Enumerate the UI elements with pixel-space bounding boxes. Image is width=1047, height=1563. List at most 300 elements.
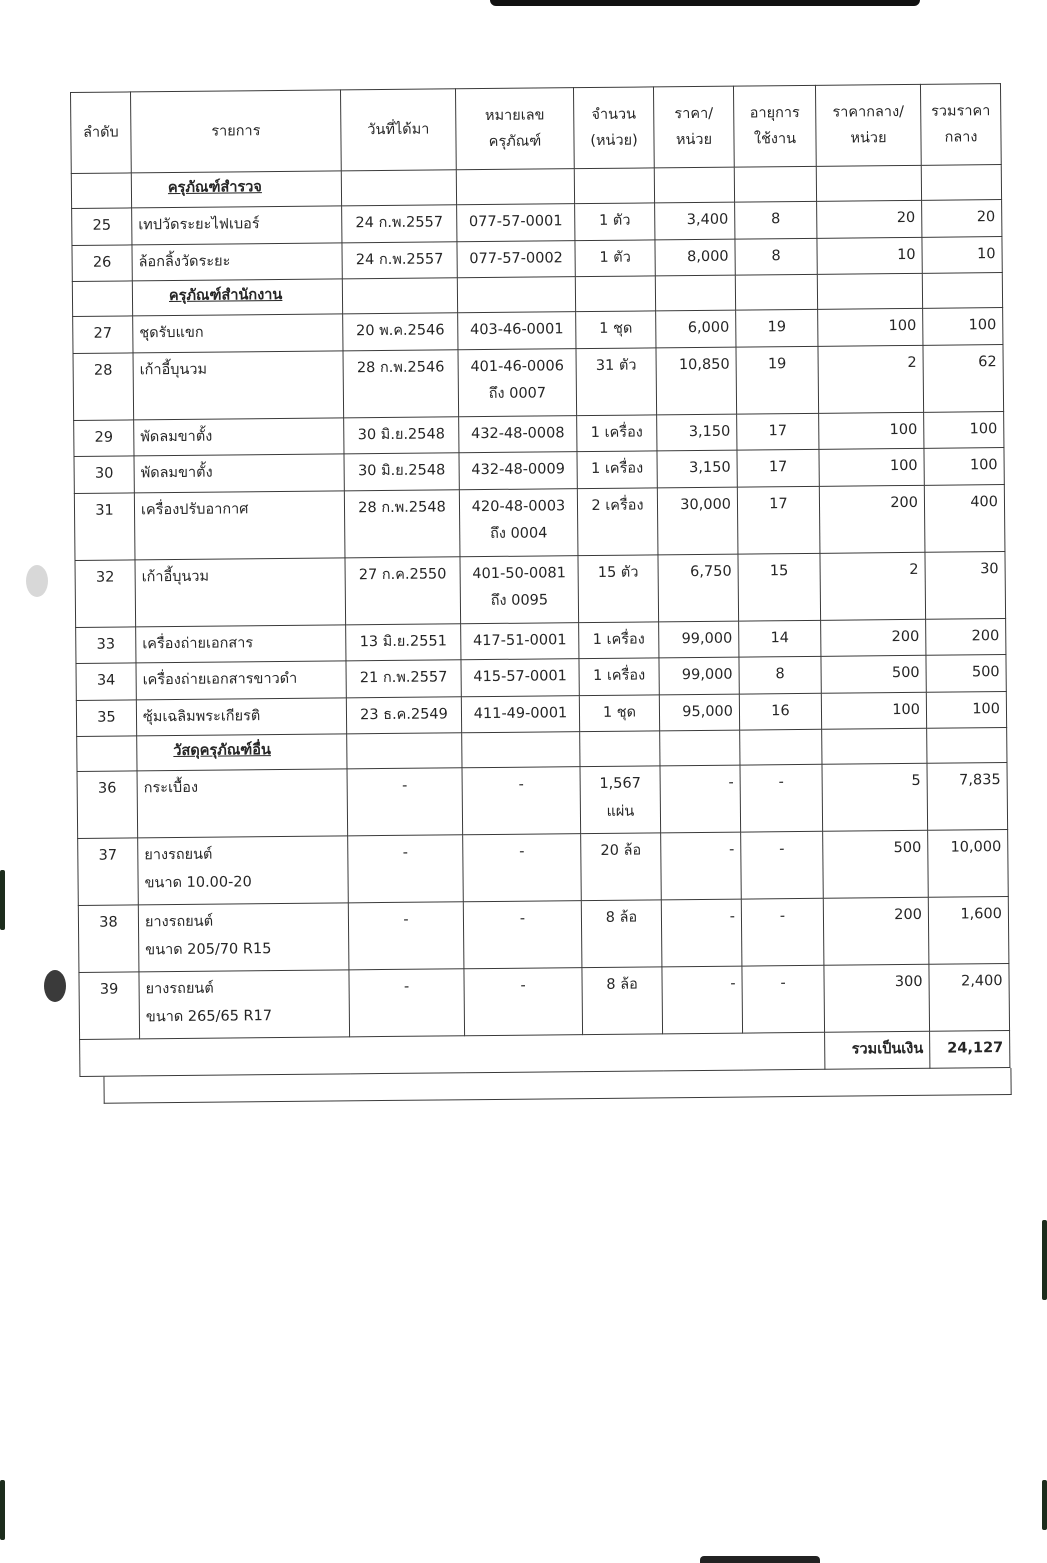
table-row <box>78 830 1009 906</box>
table-body <box>71 165 1009 1040</box>
cell-mid-price-text: 200 <box>894 907 923 924</box>
cell-no <box>76 627 136 664</box>
cell-price <box>656 310 736 347</box>
cell-code <box>458 312 576 350</box>
cell-life <box>738 553 821 621</box>
cell-item-continuation: ขนาด 205/70 R15 <box>145 941 272 959</box>
cell-mid-price <box>819 412 924 450</box>
cell-date <box>345 557 461 625</box>
cell-code-text: 432-48-0009 <box>471 461 565 479</box>
cell-life <box>735 238 817 275</box>
cell-mid-price <box>817 200 922 238</box>
cell-price-text: 3,150 <box>688 423 731 440</box>
cell-item-text: ล้อกลิ้งวัดระยะ <box>138 253 231 270</box>
cell-mid-price-text: 20 <box>896 209 916 227</box>
cell-mid-price-text: 5 <box>911 773 921 790</box>
header-total: รวมราคา กลาง <box>920 84 1001 166</box>
cell-qty-text: 31 ตัว <box>595 357 637 374</box>
cell-no <box>75 560 136 628</box>
cell-code-text: 415-57-0001 <box>473 668 567 686</box>
cell-life-text: 8 <box>775 666 785 683</box>
cell-life-text: - <box>779 841 785 858</box>
cell-qty <box>576 348 657 416</box>
scan-shadow-bottom <box>700 1556 820 1563</box>
cell-code-continuation: ถึง 0095 <box>490 592 549 610</box>
cell-code <box>463 834 582 902</box>
cell-total <box>926 655 1006 692</box>
cell-no-text: 34 <box>96 672 116 690</box>
cell-code-text: 411-49-0001 <box>473 705 568 722</box>
cell-mid-price <box>824 965 930 1033</box>
header-date: วันที่ได้มา <box>340 89 456 171</box>
cell-date-text: 30 มิ.ย.2548 <box>357 426 445 443</box>
empty-cell <box>575 276 655 312</box>
punch-hole <box>44 970 66 1002</box>
cell-mid-price-text: 500 <box>893 840 922 857</box>
cell-mid-price-text: 100 <box>888 317 917 335</box>
cell-life <box>739 693 821 730</box>
header-qty: จำนวน (หน่วย) <box>573 87 654 169</box>
cell-mid-price-text: 2 <box>907 354 917 371</box>
cell-item-text: ยางรถยนต์ <box>144 914 214 931</box>
cell-mid-price-text: 100 <box>889 421 918 438</box>
cell-no <box>74 493 135 561</box>
cell-qty-text: 2 เครื่อง <box>591 497 644 514</box>
cell-date <box>342 205 457 243</box>
cell-total-text: 100 <box>969 420 998 438</box>
cell-item <box>135 558 346 627</box>
cell-item-text: เก้าอี้บุนวม <box>139 361 208 378</box>
cell-total <box>924 448 1004 485</box>
cell-code-text: 401-46-0006 <box>470 357 564 375</box>
cell-total <box>926 618 1006 655</box>
cell-item-text: เทปวัดระยะไฟเบอร์ <box>138 216 260 234</box>
cell-item <box>133 351 344 420</box>
cell-price-text: 99,000 <box>681 630 733 647</box>
cell-qty-text: 1 ตัว <box>598 212 631 229</box>
section-title: ครุภัณฑ์สำรวจ <box>131 171 341 208</box>
cell-total <box>923 308 1003 345</box>
cell-total <box>929 964 1010 1032</box>
cell-date-text: 23 ธ.ค.2549 <box>360 706 448 724</box>
cell-qty <box>579 695 659 732</box>
cell-total-text: 62 <box>978 353 997 370</box>
cell-qty <box>577 451 657 488</box>
cell-date-text: 28 ก.พ.2548 <box>358 499 446 516</box>
table-row <box>75 551 1006 627</box>
asset-table-sheet <box>70 83 1014 1062</box>
scan-edge-left <box>0 870 5 930</box>
cell-item-continuation: ขนาด 265/65 R17 <box>145 1008 273 1026</box>
cell-code <box>460 555 579 623</box>
cell-mid-price <box>819 449 924 487</box>
cell-life-text: 8 <box>771 211 781 228</box>
empty-cell <box>921 165 1001 201</box>
cell-code-text: 417-51-0001 <box>472 631 567 649</box>
cell-code-text: - <box>519 911 526 928</box>
cell-code <box>457 240 575 278</box>
cell-total-text: 400 <box>970 493 999 511</box>
cell-date-text: 20 พ.ค.2546 <box>356 322 445 340</box>
cell-price-text: 3,400 <box>686 211 729 229</box>
cell-qty-continuation: แผ่น <box>606 803 635 820</box>
cell-total <box>925 551 1006 619</box>
cell-item <box>136 698 346 737</box>
cell-price <box>657 414 737 451</box>
scan-edge-left <box>0 1480 5 1540</box>
scan-shadow-top <box>490 0 920 6</box>
cell-code-text: - <box>518 777 524 794</box>
scan-edge-right <box>1042 1480 1047 1530</box>
summary-label: รวมเป็นเงิน <box>825 1032 930 1070</box>
section-title: วัสดุครุภัณฑ์อื่น <box>137 734 347 771</box>
cell-date <box>349 969 465 1037</box>
cell-item-text: เครื่องถ่ายเอกสาร <box>142 635 254 653</box>
cell-no-text: 37 <box>98 847 118 865</box>
cell-life-text: 17 <box>769 495 788 513</box>
cell-date <box>346 697 461 735</box>
cell-item <box>138 836 349 905</box>
cell-life-text: 8 <box>771 247 781 264</box>
table-row <box>77 763 1008 839</box>
cell-no-text: 32 <box>95 569 115 586</box>
cell-total-text: 1,600 <box>960 906 1003 923</box>
cell-qty <box>579 658 659 695</box>
cell-life <box>741 832 824 900</box>
cell-no-text: 29 <box>94 429 114 446</box>
cell-price-text: 10,850 <box>678 356 730 373</box>
empty-cell <box>927 728 1007 764</box>
cell-code <box>463 901 582 969</box>
cell-price-text: 6,000 <box>687 319 730 337</box>
cell-mid-price-text: 10 <box>897 246 916 263</box>
cell-life-text: 17 <box>768 422 788 439</box>
cell-code <box>459 452 577 490</box>
cell-qty <box>577 415 657 452</box>
cell-price-text: - <box>728 842 735 859</box>
cell-code <box>461 622 579 660</box>
cell-item <box>134 454 344 493</box>
cell-life-text: 19 <box>767 355 787 372</box>
cell-item-text: ซุ้มเฉลิมพระเกียรติ <box>142 708 261 726</box>
cell-date-text: 27 ก.ค.2550 <box>358 566 447 583</box>
cell-life-text: 17 <box>768 459 788 476</box>
header-item: รายการ <box>131 90 342 173</box>
cell-no-text: 36 <box>97 780 117 798</box>
cell-no-text: 25 <box>92 217 112 234</box>
cell-item-text: ยางรถยนต์ <box>145 981 214 998</box>
cell-mid-price-text: 200 <box>891 628 920 645</box>
cell-qty <box>580 766 661 834</box>
empty-cell <box>77 736 137 772</box>
table-row <box>79 964 1010 1040</box>
cell-mid-price <box>823 898 929 966</box>
cell-no <box>74 456 134 493</box>
cell-qty-text: 1 เครื่อง <box>591 460 644 478</box>
cell-date <box>344 490 460 558</box>
cell-date <box>344 416 459 454</box>
empty-cell <box>71 173 131 209</box>
cell-code-text: 420-48-0003 <box>471 497 566 515</box>
empty-cell <box>462 732 580 768</box>
cell-mid-price-text: 100 <box>889 458 918 475</box>
cell-total-text: 2,400 <box>960 973 1003 990</box>
cell-mid-price <box>821 619 926 657</box>
cell-item <box>134 491 345 560</box>
cell-no-text: 26 <box>92 254 112 271</box>
cell-life <box>736 346 819 414</box>
empty-cell <box>740 730 822 766</box>
cell-no <box>72 208 132 245</box>
cell-code-text: 077-57-0001 <box>468 213 563 231</box>
header-row <box>71 84 1002 174</box>
cell-date-text: 13 มิ.ย.2551 <box>359 633 447 650</box>
empty-cell <box>341 170 456 206</box>
header-mid-price: ราคากลาง/ หน่วย <box>815 84 921 166</box>
cell-date-text: 30 มิ.ย.2548 <box>357 462 446 480</box>
cell-date-text: - <box>403 912 409 929</box>
cell-code-continuation: ถึง 0004 <box>490 525 548 543</box>
cell-item-text: พัดลมขาตั้ง <box>140 464 213 482</box>
cell-life <box>737 450 819 487</box>
cell-price <box>658 554 739 622</box>
cell-qty-text: 1 เครื่อง <box>590 424 643 441</box>
cell-item-text: เครื่องปรับอากาศ <box>140 501 249 519</box>
empty-cell <box>922 273 1002 309</box>
cell-item-text: ยางรถยนต์ <box>144 847 213 864</box>
empty-cell <box>822 729 927 765</box>
cell-qty-text: 1 เครื่อง <box>592 631 645 648</box>
cell-item-text: ชุดรับแขก <box>139 324 204 342</box>
cell-no <box>76 700 136 737</box>
cell-date <box>347 768 463 836</box>
header-code: หมายเลข ครุภัณฑ์ <box>455 88 574 170</box>
table-row <box>74 484 1005 560</box>
cell-date <box>342 241 457 279</box>
cell-price-text: 95,000 <box>682 703 734 720</box>
cell-mid-price <box>818 308 923 346</box>
cell-date-text: 24 ก.พ.2557 <box>355 250 444 268</box>
cell-price <box>655 239 735 276</box>
empty-cell <box>660 730 740 766</box>
cell-life-text: 19 <box>767 319 787 336</box>
cell-no-text: 27 <box>93 325 113 342</box>
cell-item <box>134 418 344 457</box>
cell-no-text: 33 <box>96 636 116 653</box>
cell-life-text: - <box>780 975 786 992</box>
cell-date-text: 28 ก.พ.2546 <box>356 359 445 376</box>
empty-cell <box>735 274 817 310</box>
cell-price-text: - <box>729 909 736 926</box>
cell-life-text: 16 <box>771 702 790 720</box>
cell-no <box>73 316 133 353</box>
cell-total-text: 100 <box>969 457 998 474</box>
cell-mid-price <box>821 692 926 730</box>
cell-no <box>73 353 134 421</box>
cell-code <box>462 767 581 835</box>
cell-price <box>659 621 739 658</box>
cell-price <box>657 450 737 487</box>
empty-cell <box>816 165 921 201</box>
cell-life <box>736 309 818 346</box>
cell-mid-price <box>818 345 924 413</box>
section-title: ครุภัณฑ์สำนักงาน <box>132 279 342 316</box>
cell-date-text: - <box>402 845 409 862</box>
cell-mid-price-text: 100 <box>892 701 921 718</box>
cell-price <box>662 966 743 1034</box>
cell-life <box>740 765 823 833</box>
cell-code <box>461 695 579 733</box>
cell-date <box>348 902 464 970</box>
cell-qty-text: 1 ชุด <box>599 320 633 338</box>
cell-price <box>661 832 742 900</box>
cell-code-text: 403-46-0001 <box>469 321 564 339</box>
cell-price <box>655 202 735 239</box>
cell-item-text: กระเบื้อง <box>143 780 199 797</box>
cell-price-text: 8,000 <box>687 248 729 265</box>
cell-item <box>139 970 350 1039</box>
empty-cell <box>457 277 575 313</box>
cell-life <box>737 486 820 554</box>
cell-mid-price-text: 300 <box>894 974 923 991</box>
cell-no <box>79 972 140 1040</box>
cell-item-continuation: ขนาด 10.00-20 <box>144 874 252 892</box>
cell-code <box>458 348 577 416</box>
punch-hole <box>26 565 48 597</box>
cell-code-text: 401-50-0081 <box>472 564 566 582</box>
cell-price <box>657 487 738 555</box>
asset-table <box>70 83 1010 1077</box>
cell-total-text: 7,835 <box>959 772 1001 789</box>
cell-code <box>459 488 578 556</box>
cell-qty-text: 20 ล้อ <box>600 842 642 860</box>
cell-price <box>659 657 739 694</box>
cell-price <box>661 899 742 967</box>
cell-life <box>739 620 821 657</box>
cell-mid-price <box>822 764 928 832</box>
cell-qty <box>575 239 655 276</box>
cell-life-text: 14 <box>770 629 790 647</box>
cell-total <box>923 344 1004 412</box>
cell-qty-text: 1 เครื่อง <box>593 667 646 685</box>
cell-code <box>464 968 583 1036</box>
cell-date-text: 21 ก.พ.2557 <box>359 669 448 687</box>
cell-item-text: เก้าอี้บุนวม <box>141 568 210 586</box>
cell-no <box>72 244 132 281</box>
empty-cell <box>342 278 457 314</box>
cell-no <box>74 420 134 457</box>
cell-date <box>346 624 461 662</box>
header-price: ราคา/ หน่วย <box>653 86 734 168</box>
cell-no-text: 38 <box>99 914 118 932</box>
empty-cell <box>72 281 132 317</box>
cell-code-text: 077-57-0002 <box>469 249 563 267</box>
cell-qty-text: 1 ตัว <box>599 249 631 266</box>
empty-cell <box>574 168 654 204</box>
cell-total <box>926 691 1006 728</box>
cell-qty <box>581 900 662 968</box>
cell-price-text: 6,750 <box>690 563 732 580</box>
cell-date <box>346 660 461 698</box>
cell-qty <box>579 622 659 659</box>
cell-mid-price <box>817 237 922 275</box>
cell-price-text: 30,000 <box>680 496 732 513</box>
table-row <box>78 897 1009 973</box>
cell-price-text: 3,150 <box>689 459 731 477</box>
cell-code <box>459 415 577 453</box>
cell-mid-price <box>819 485 925 553</box>
cell-no-text: 35 <box>97 709 116 726</box>
header-life: อายุการ ใช้งาน <box>733 85 816 167</box>
cell-total-text: 100 <box>968 317 997 334</box>
cell-date-text: - <box>403 979 410 996</box>
cell-total <box>927 763 1008 831</box>
cell-total-text: 10 <box>977 245 996 262</box>
table-row <box>73 344 1004 420</box>
cell-qty-text: 1 ชุด <box>602 704 637 721</box>
cell-no-text: 39 <box>99 981 119 999</box>
cell-total <box>922 200 1002 237</box>
cell-qty-text: 8 ล้อ <box>606 976 638 994</box>
cell-qty-text: 15 ตัว <box>597 564 639 581</box>
cell-item <box>138 903 349 972</box>
cell-qty <box>582 967 663 1035</box>
summary-value: 24,127 <box>930 1031 1010 1068</box>
cell-mid-price-text: 500 <box>891 665 920 682</box>
cell-code-text: - <box>520 978 526 995</box>
cell-mid-price-text: 200 <box>890 494 919 511</box>
cell-no-text: 28 <box>93 362 113 379</box>
cell-total-text: 100 <box>972 700 1001 718</box>
cell-life-text: - <box>778 774 784 791</box>
cell-no-text: 30 <box>94 465 114 482</box>
cell-item-text: พัดลมขาตั้ง <box>140 428 213 445</box>
cell-mid-price-text: 2 <box>909 561 919 578</box>
cell-total-text: 30 <box>980 560 999 578</box>
cell-life <box>735 201 817 238</box>
cell-no-text: 31 <box>95 502 114 519</box>
scan-edge-right <box>1042 1220 1047 1300</box>
header-no: ลำดับ <box>71 92 132 174</box>
cell-total <box>928 830 1009 898</box>
cell-no <box>78 838 139 906</box>
cell-code <box>461 659 579 697</box>
cell-code-text: 432-48-0008 <box>470 424 565 442</box>
cell-item <box>132 206 342 245</box>
cell-price-text: 99,000 <box>681 666 733 684</box>
cell-item <box>137 769 348 838</box>
cell-code-text: - <box>519 844 525 861</box>
cell-qty <box>576 311 656 348</box>
cell-total-text: 500 <box>971 664 1000 681</box>
cell-total-text: 20 <box>976 209 996 226</box>
cell-total <box>928 897 1009 965</box>
cell-qty <box>575 203 655 240</box>
empty-cell <box>817 273 922 309</box>
cell-date <box>348 835 464 903</box>
empty-cell <box>456 169 574 205</box>
cell-qty <box>577 488 658 556</box>
cell-qty <box>578 555 659 623</box>
cell-total <box>924 411 1004 448</box>
cell-price <box>659 694 739 731</box>
cell-life <box>741 899 824 967</box>
cell-date <box>343 313 458 351</box>
cell-life <box>739 657 821 694</box>
cell-life-text: - <box>779 908 786 925</box>
cell-mid-price <box>821 656 926 694</box>
empty-cell <box>654 167 734 203</box>
